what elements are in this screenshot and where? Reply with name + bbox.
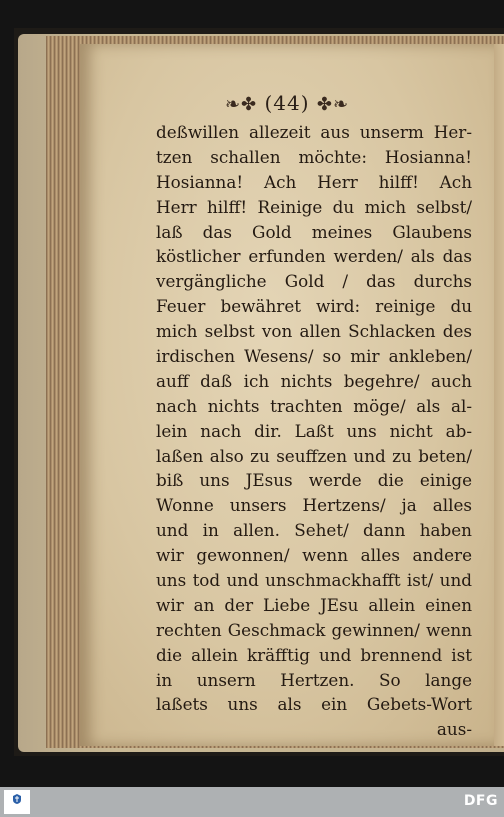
text-line: die allein kräfftig und brennend ist (156, 644, 472, 665)
ornament-left-icon: ❧✤ (224, 94, 258, 115)
library-logo-icon[interactable] (4, 790, 30, 814)
text-line: irdischen Wesens/ so mir ankleben/ (156, 346, 472, 367)
text-line: wir gewonnen/ wenn alles andere (156, 545, 472, 566)
text-line: deßwillen allezeit aus unserm Her- (156, 122, 472, 142)
text-line: Herr hilff! Reinige du mich selbst/ (156, 196, 472, 217)
text-line: mich selbst von allen Schlacken des (156, 321, 472, 342)
page-text (156, 120, 472, 742)
footer-bar (0, 787, 504, 817)
text-line: Hosianna! Ach Herr hilff! Ach (156, 171, 472, 192)
text-line: rechten Geschmack gewinnen/ wenn (156, 619, 472, 640)
text-line: biß uns JEsus werde die einige (156, 470, 472, 491)
text-line: Feuer bewähret wird: reinige du (156, 296, 472, 317)
text-line: Wonne unsers Hertzens/ ja alles (156, 495, 472, 516)
text-line: laßen also zu seuffzen und zu beten/ (156, 445, 472, 466)
text-line: auff daß ich nichts begehre/ auch (156, 370, 472, 391)
text-line: laßets uns als ein Gebets-Wort (156, 694, 472, 715)
text-line: in unsern Hertzen. So lange (156, 669, 472, 690)
text-line: laß das Gold meines Glaubens (156, 221, 472, 242)
ornament-right-icon: ✤❧ (316, 94, 350, 115)
page-number: (44) (264, 91, 310, 115)
book-page (80, 44, 494, 746)
text-line: nach nichts trachten möge/ als al- (156, 395, 472, 416)
text-line: uns tod und unschmackhafft ist/ und (156, 570, 472, 591)
text-line: tzen schallen möchte: Hosianna! (156, 146, 472, 167)
text-line: wir an der Liebe JEsu allein einen (156, 594, 472, 615)
text-line: lein nach dir. Laßt uns nicht ab- (156, 420, 472, 441)
text-line: und in allen. Sehet/ dann haben (156, 520, 472, 541)
text-line: köstlicher erfunden werden/ als das (156, 246, 472, 267)
dfg-logo[interactable]: DFG (463, 793, 498, 809)
text-line: vergängliche Gold / das durchs (156, 271, 472, 292)
crest-icon (11, 793, 23, 805)
catchword: aus- (436, 719, 472, 740)
page-header (80, 91, 494, 115)
